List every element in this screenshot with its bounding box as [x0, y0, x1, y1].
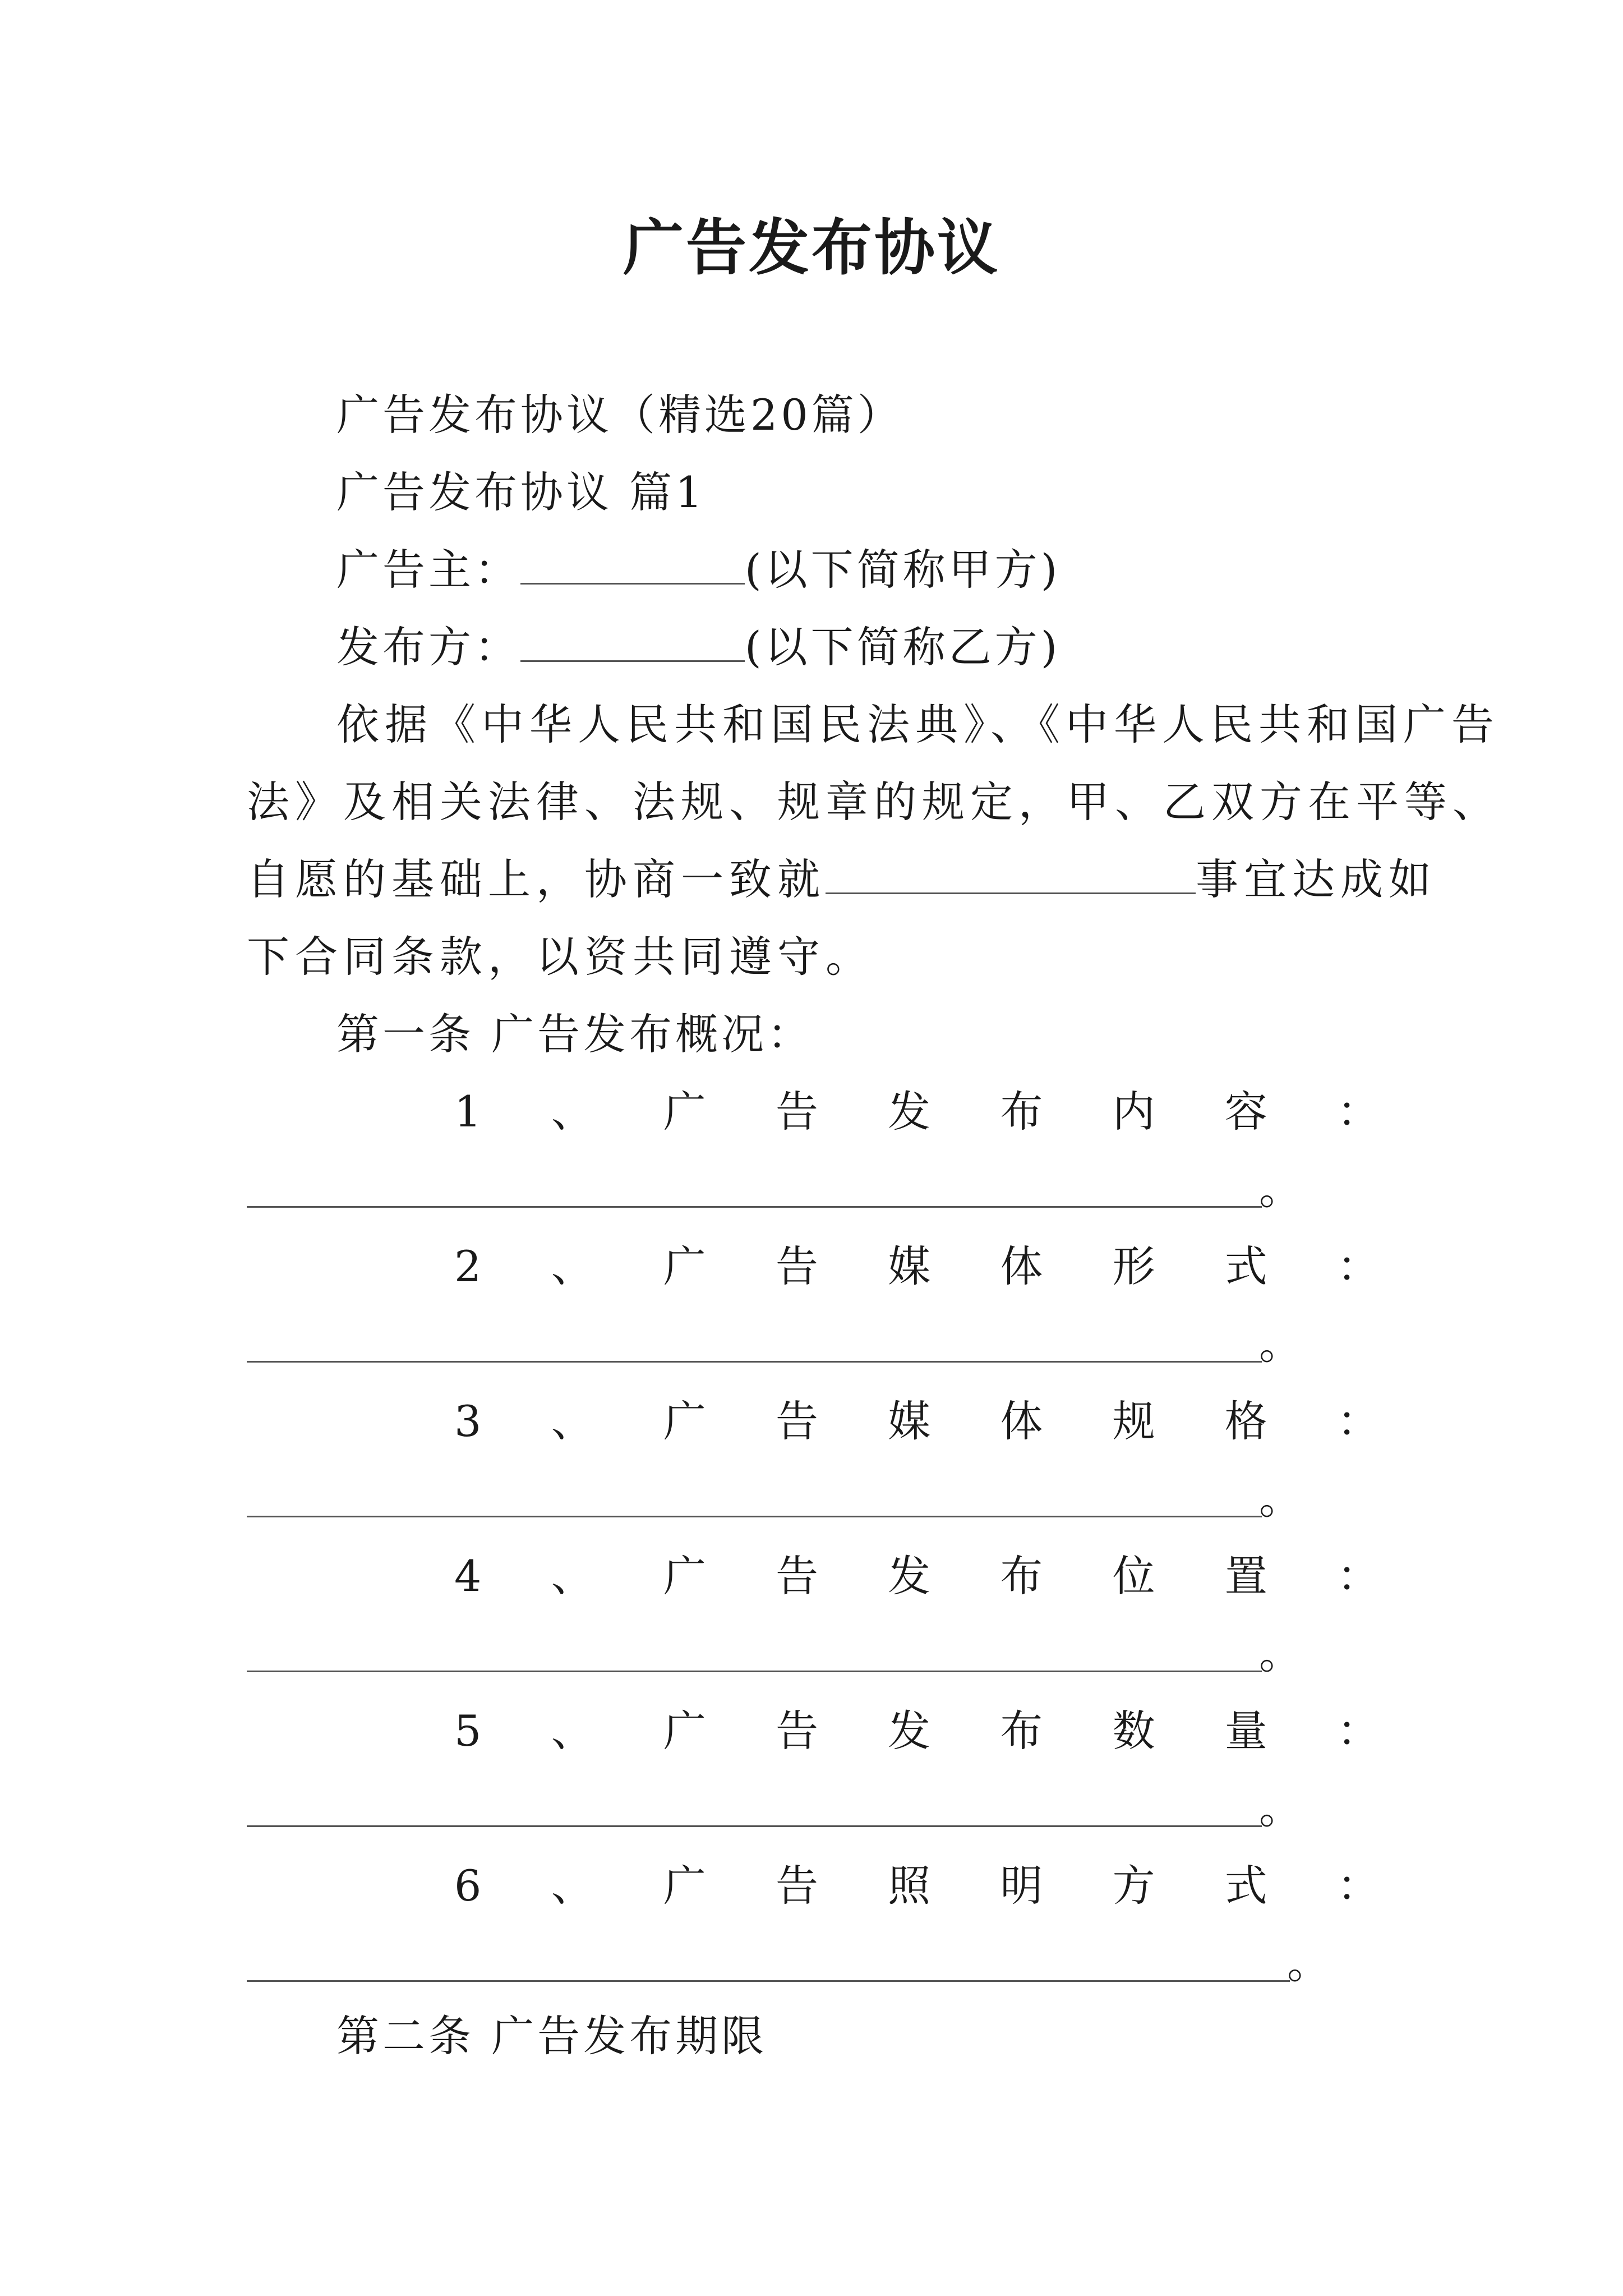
item-5-period: 。: [1259, 1783, 1302, 1833]
item-3-char: 媒: [888, 1396, 931, 1446]
matter-blank: [826, 887, 1196, 894]
preamble-line-3a: 自愿的基础上，协商一致就: [247, 854, 826, 904]
item-6-blank: [247, 1980, 1290, 1982]
item-3-char: ：: [1336, 1396, 1380, 1446]
article-1-heading: 第一条 广告发布概况：: [336, 1009, 814, 1059]
item-4-char: 置: [1224, 1551, 1267, 1601]
article-2-heading: 第二条 广告发布期限: [336, 2011, 768, 2061]
item-3-label: [454, 1393, 1380, 1450]
item-1-char: 、: [551, 1087, 594, 1137]
item-4-label: [454, 1548, 1380, 1604]
item-6-char: 、: [551, 1861, 594, 1911]
party-b-blank: [520, 655, 745, 662]
item-6-char: 式: [1224, 1861, 1267, 1911]
party-a-label: 广告主：: [336, 545, 520, 595]
item-5-char: 、: [551, 1706, 594, 1756]
section-heading: 广告发布协议 篇1: [336, 467, 706, 517]
item-2-char: 媒: [888, 1241, 931, 1291]
item-6-char: ：: [1336, 1861, 1380, 1911]
item-6-char: 方: [1112, 1861, 1155, 1911]
item-3-char: 广: [663, 1396, 706, 1446]
item-1-char: ：: [1336, 1087, 1380, 1137]
preamble-line-2: 法》及相关法律、法规、规章的规定，甲、乙双方在平等、: [247, 777, 1501, 827]
item-6-char: 广: [663, 1861, 706, 1911]
item-4-char: ：: [1336, 1551, 1380, 1601]
item-2-char: 告: [775, 1241, 818, 1291]
preamble-line-3b: 事宜达成如: [1196, 854, 1437, 904]
document-title: 广告发布协议: [623, 213, 1000, 283]
item-5-char: 量: [1224, 1706, 1267, 1756]
item-3-char: 、: [551, 1396, 594, 1446]
item-3-char: 3: [454, 1396, 482, 1446]
item-2-label: [454, 1239, 1380, 1295]
preamble-line-3: [247, 852, 1437, 908]
party-a-line: [336, 542, 1061, 598]
item-2-char: ：: [1336, 1241, 1380, 1291]
item-3-period: 。: [1259, 1474, 1302, 1524]
item-1-char: 广: [663, 1087, 706, 1137]
item-6-char: 6: [454, 1861, 482, 1911]
item-4-char: 位: [1112, 1551, 1155, 1601]
party-b-suffix: (以下简称乙方): [745, 622, 1061, 672]
item-6-period: 。: [1287, 1938, 1330, 1988]
item-3-char: 告: [775, 1396, 818, 1446]
item-6-char: 照: [888, 1861, 931, 1911]
item-6-char: 告: [775, 1861, 818, 1911]
item-5-char: 数: [1112, 1706, 1155, 1756]
item-4-char: 4: [454, 1551, 482, 1601]
item-5-char: ：: [1336, 1706, 1380, 1756]
item-2-char: 2: [454, 1241, 482, 1291]
subtitle: 广告发布协议（精选20篇）: [336, 390, 903, 440]
party-b-label: 发布方：: [336, 622, 520, 672]
item-4-char: 广: [663, 1551, 706, 1601]
item-1-blank: [247, 1206, 1262, 1208]
item-5-char: 发: [888, 1706, 931, 1756]
item-3-char: 体: [1000, 1396, 1043, 1446]
item-2-char: 体: [1000, 1241, 1043, 1291]
item-4-char: 发: [888, 1551, 931, 1601]
item-4-char: 布: [1000, 1551, 1043, 1601]
item-4-period: 。: [1259, 1628, 1302, 1678]
item-5-label: [454, 1703, 1380, 1759]
item-1-char: 内: [1112, 1087, 1155, 1137]
item-1-char: 发: [888, 1087, 931, 1137]
item-5-char: 布: [1000, 1706, 1043, 1756]
item-5-char: 5: [454, 1706, 482, 1756]
item-1-period: 。: [1259, 1164, 1302, 1214]
party-b-line: [336, 619, 1061, 675]
preamble-line-4: 下合同条款，以资共同遵守。: [247, 932, 874, 982]
item-1-char: 1: [454, 1087, 482, 1137]
item-2-period: 。: [1259, 1319, 1302, 1369]
party-a-blank: [520, 577, 745, 585]
item-1-label: [454, 1084, 1380, 1140]
item-3-char: 格: [1224, 1396, 1267, 1446]
item-4-char: 、: [551, 1551, 594, 1601]
item-1-char: 布: [1000, 1087, 1043, 1137]
item-2-char: 式: [1224, 1241, 1267, 1291]
item-5-blank: [247, 1825, 1262, 1827]
item-2-char: 广: [663, 1241, 706, 1291]
item-6-char: 明: [1000, 1861, 1043, 1911]
party-a-suffix: (以下简称甲方): [745, 545, 1061, 595]
item-5-char: 告: [775, 1706, 818, 1756]
item-1-char: 容: [1224, 1087, 1267, 1137]
item-6-label: [454, 1858, 1380, 1914]
item-3-blank: [247, 1516, 1262, 1517]
item-3-char: 规: [1112, 1396, 1155, 1446]
item-2-char: 形: [1112, 1241, 1155, 1291]
item-2-blank: [247, 1361, 1262, 1363]
preamble-line-1: 依据《中华人民共和国民法典》、《中华人民共和国广告: [336, 700, 1500, 749]
item-5-char: 广: [663, 1706, 706, 1756]
item-4-char: 告: [775, 1551, 818, 1601]
item-2-char: 、: [551, 1241, 594, 1291]
item-4-blank: [247, 1671, 1262, 1672]
item-1-char: 告: [775, 1087, 818, 1137]
